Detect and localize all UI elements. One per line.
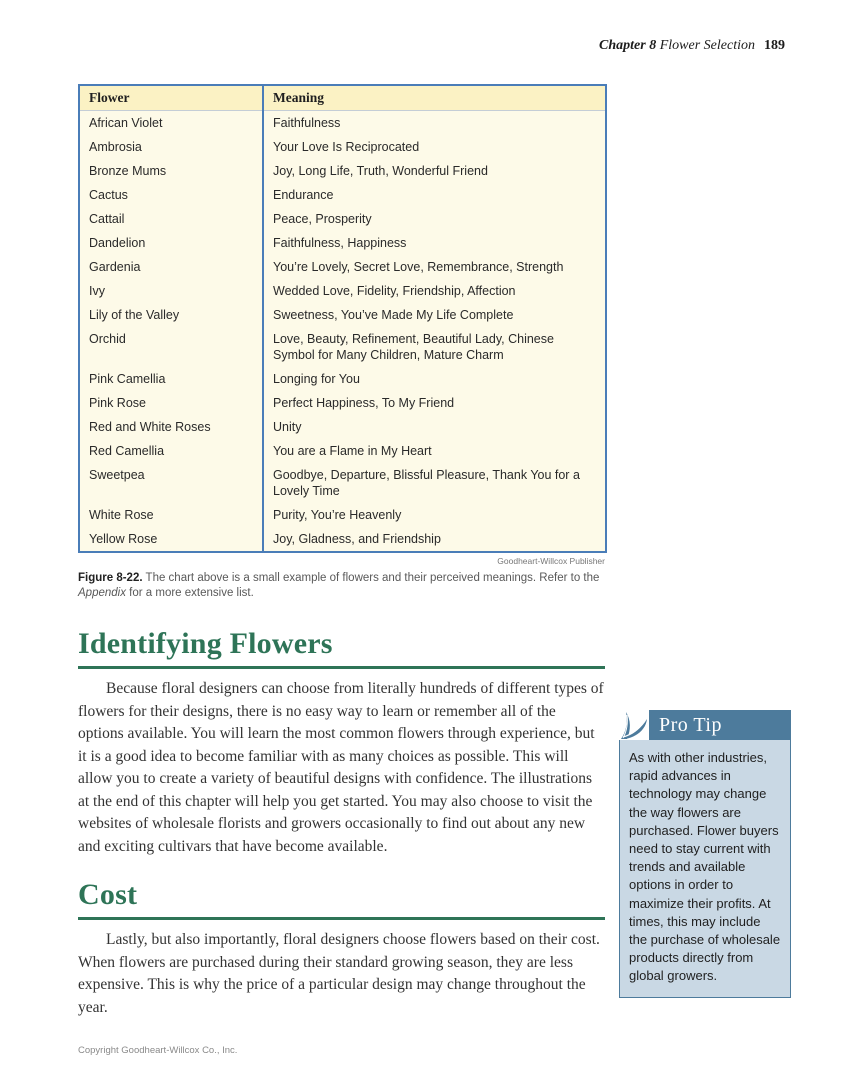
page-number: 189 [764, 38, 785, 53]
meaning-cell: Your Love Is Reciprocated [263, 135, 606, 159]
meaning-cell: Sweetness, You’ve Made My Life Complete [263, 303, 606, 327]
flower-meaning-table [78, 84, 607, 553]
meaning-cell: Purity, You’re Heavenly [263, 503, 606, 527]
flower-meaning-table-container [78, 84, 605, 553]
meaning-cell: Joy, Long Life, Truth, Wonderful Friend [263, 159, 606, 183]
flower-cell: Yellow Rose [89, 532, 158, 546]
table-row [79, 111, 606, 136]
table-row [79, 327, 606, 367]
flower-cell: Cattail [89, 212, 125, 226]
meaning-cell: Joy, Gladness, and Friendship [263, 527, 606, 552]
table-header-row [79, 85, 606, 111]
figure-caption-end: for a more extensive list. [125, 587, 254, 599]
meaning-cell: Faithfulness, Happiness [263, 231, 606, 255]
flower-cell: Ivy [89, 284, 105, 298]
section-identifying-flowers [78, 627, 605, 858]
table-row [79, 463, 606, 503]
flower-cell: White Rose [89, 508, 154, 522]
running-head-chapter: Chapter 8 [599, 38, 657, 53]
flower-cell: Red and White Roses [89, 420, 211, 434]
section-paragraph: Lastly, but also importantly, floral designers choose flowers based on their cost. When flowers are purchased during their standard growing season, they are less expensive. This is why the price of a particular design may change throughout the year. [78, 931, 600, 1016]
meaning-cell: Endurance [263, 183, 606, 207]
flower-cell: Pink Rose [89, 396, 146, 410]
meaning-cell: Love, Beauty, Refinement, Beautiful Lady, Chinese Symbol for Many Children, Mature Charm [263, 327, 606, 367]
section-title: Identifying Flowers [78, 627, 333, 660]
meaning-cell: Unity [263, 415, 606, 439]
flower-cell: Dandelion [89, 236, 146, 250]
protip-body-text: As with other industries, rapid advances in technology may change the way flowers are purchased. Flower buyers need to stay current with trends and available options in order to maximize their profits. At times, this may include the purchase of wholesale products directly from global growers. [629, 750, 781, 984]
table-row [79, 527, 606, 552]
flower-cell: Sweetpea [89, 468, 145, 482]
meaning-cell: You’re Lovely, Secret Love, Remembrance, Strength [263, 255, 606, 279]
protip-header [619, 710, 791, 740]
meaning-cell: Goodbye, Departure, Blissful Pleasure, Thank You for a Lovely Time [263, 463, 606, 503]
column-header-meaning: Meaning [263, 85, 606, 111]
table-row [79, 503, 606, 527]
section-paragraph: Because floral designers can choose from literally hundreds of different types of flowers for their designs, there is no easy way to learn or remember all of the options available. You will learn the most common flowers through experience, but it is a good idea to become familiar with as many choices as possible. This will allow you to create a variety of beautiful designs with confidence. The illustrations at the end of this chapter will help you get started. You may also choose to visit the websites of wholesale florists and growers occasionally to find out about any new and exciting cultivars that have become available. [78, 680, 604, 855]
section-rule [78, 917, 605, 920]
flower-cell: African Violet [89, 116, 163, 130]
table-row [79, 439, 606, 463]
running-head-section: Flower Selection [659, 38, 755, 53]
flower-cell: Ambrosia [89, 140, 142, 154]
figure-caption [78, 571, 610, 601]
section-cost [78, 878, 605, 1019]
table-row [79, 159, 606, 183]
flower-cell: Orchid [89, 332, 126, 346]
meaning-cell: You are a Flame in My Heart [263, 439, 606, 463]
flower-cell: Cactus [89, 188, 128, 202]
flower-cell: Lily of the Valley [89, 308, 180, 322]
figure-label: Figure 8-22. [78, 572, 143, 584]
meaning-cell: Wedded Love, Fidelity, Friendship, Affection [263, 279, 606, 303]
table-row [79, 231, 606, 255]
leaf-flower-icon [619, 710, 649, 740]
section-rule [78, 666, 605, 669]
section-title: Cost [78, 878, 138, 911]
flower-cell: Pink Camellia [89, 372, 166, 386]
table-row [79, 255, 606, 279]
flower-cell: Gardenia [89, 260, 141, 274]
meaning-cell: Perfect Happiness, To My Friend [263, 391, 606, 415]
meaning-cell: Faithfulness [263, 111, 606, 136]
flower-cell: Bronze Mums [89, 164, 167, 178]
figure-caption-text: The chart above is a small example of flowers and their perceived meanings. Refer to the [142, 572, 600, 584]
column-header-flower: Flower [79, 85, 263, 111]
table-row [79, 135, 606, 159]
protip-box [619, 710, 791, 998]
running-head [78, 38, 785, 54]
table-row [79, 367, 606, 391]
figure-caption-appendix: Appendix [78, 587, 126, 599]
table-row [79, 415, 606, 439]
protip-title: Pro Tip [659, 713, 722, 736]
meaning-cell: Peace, Prosperity [263, 207, 606, 231]
publisher-credit: Goodheart-Willcox Publisher [497, 556, 605, 566]
copyright-footer: Copyright Goodheart-Willcox Co., Inc. [78, 1045, 238, 1056]
flower-cell: Red Camellia [89, 444, 165, 458]
table-row [79, 391, 606, 415]
table-row [79, 279, 606, 303]
table-row [79, 183, 606, 207]
table-row [79, 303, 606, 327]
table-body [79, 111, 606, 553]
table-row [79, 207, 606, 231]
meaning-cell: Longing for You [263, 367, 606, 391]
